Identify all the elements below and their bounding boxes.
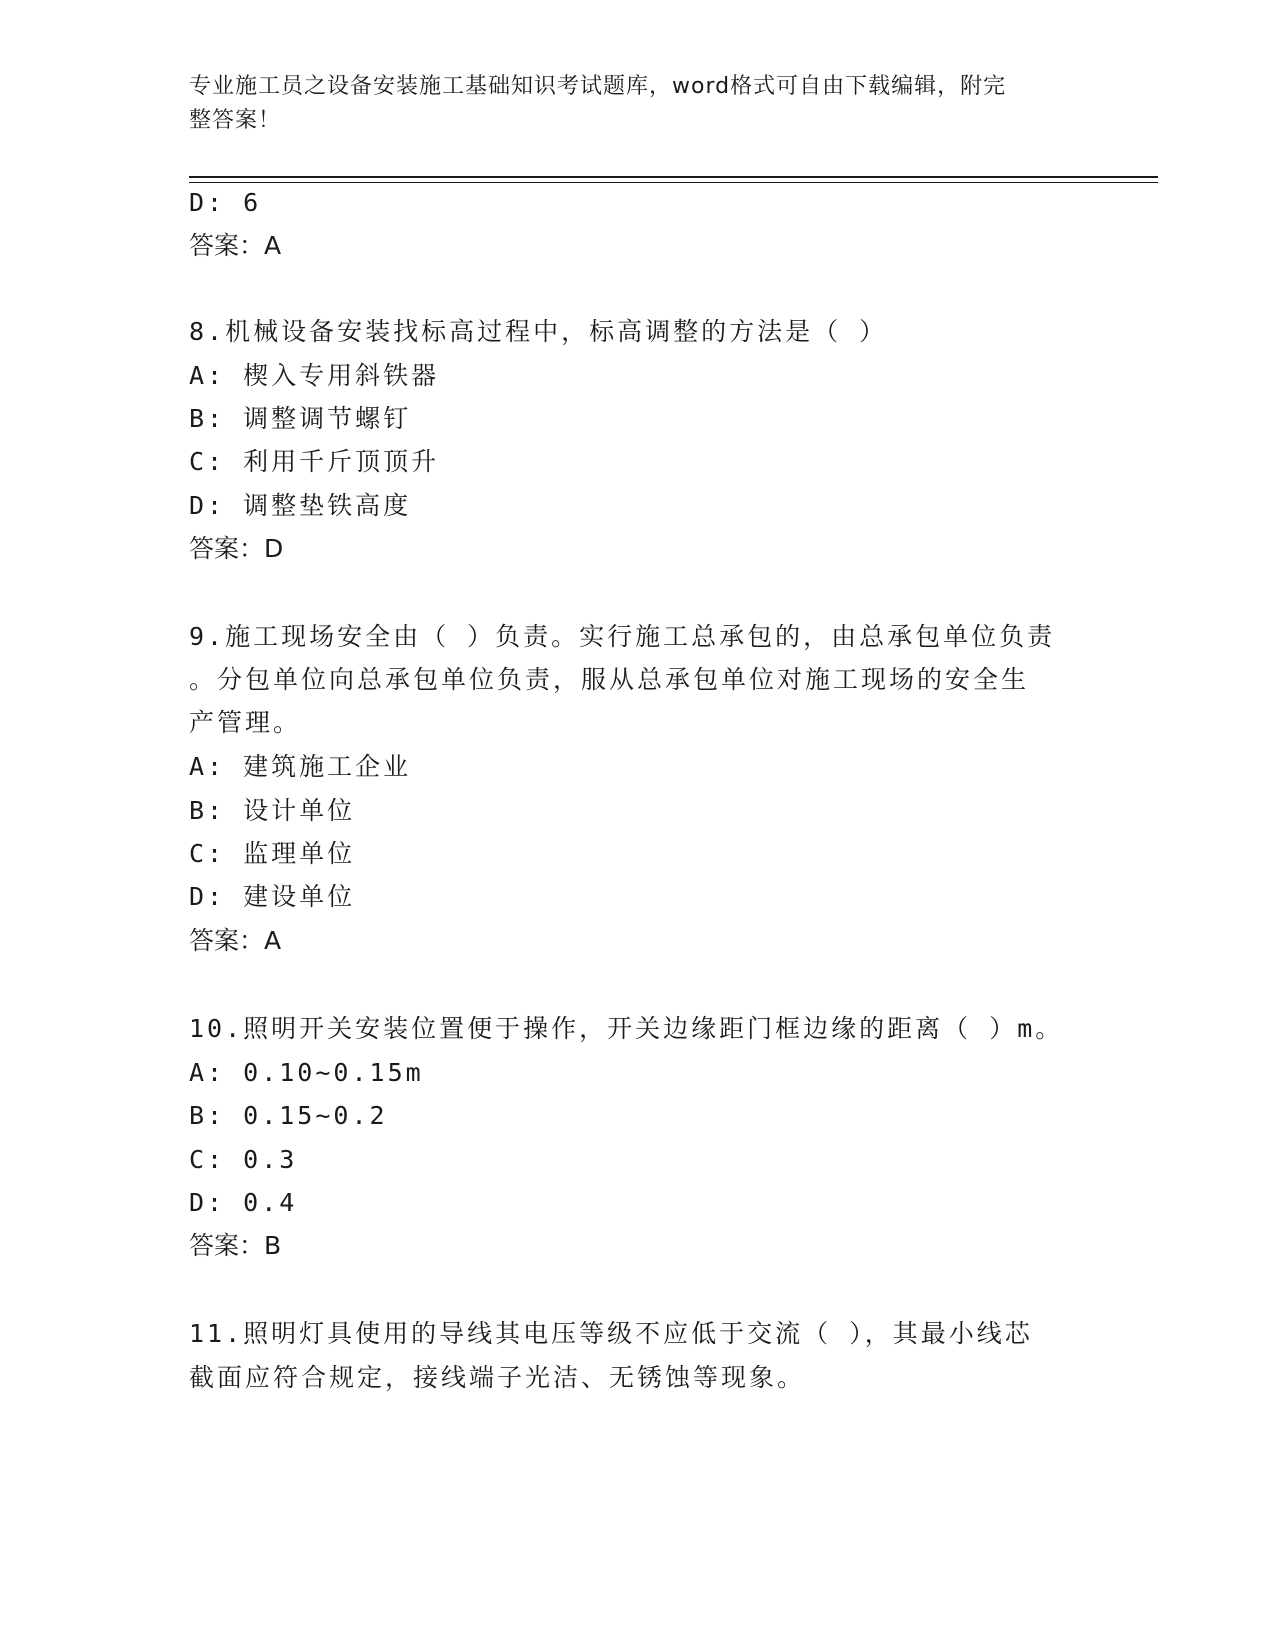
prev-answer: 答案：A — [189, 231, 282, 260]
q9-option-d: D: 建设单位 — [189, 882, 356, 911]
prev-option-d: D: 6 — [189, 188, 262, 217]
header-line-2: 整答案！ — [189, 108, 282, 133]
q10-option-c: C: 0.3 — [189, 1145, 298, 1174]
q10-option-b: B: 0.15~0.2 — [189, 1101, 388, 1130]
header-divider-thin — [189, 182, 1158, 183]
q11-stem-line-2: 截面应符合规定，接线端子光洁、无锈蚀等现象。 — [189, 1363, 806, 1392]
q10-answer: 答案：B — [189, 1231, 282, 1260]
q8-answer: 答案：D — [189, 534, 284, 563]
q11-stem-line-1: 11.照明灯具使用的导线其电压等级不应低于交流（ ），其最小线芯 — [189, 1319, 1033, 1348]
q9-option-c: C: 监理单位 — [189, 839, 356, 868]
q9-option-b: B: 设计单位 — [189, 796, 356, 825]
q8-option-b: B: 调整调节螺钉 — [189, 404, 412, 433]
q9-stem-line-2: 。分包单位向总承包单位负责，服从总承包单位对施工现场的安全生 — [189, 665, 1030, 694]
q8-option-a: A: 楔入专用斜铁器 — [189, 361, 440, 390]
q8-stem-line-1: 8.机械设备安装找标高过程中，标高调整的方法是（ ） — [189, 317, 888, 346]
header-line-1: 专业施工员之设备安装施工基础知识考试题库，word格式可自由下载编辑，附完 — [189, 74, 1007, 99]
header-divider-thick — [189, 176, 1158, 178]
q9-option-a: A: 建筑施工企业 — [189, 752, 412, 781]
q9-stem-line-1: 9.施工现场安全由（ ）负责。实行施工总承包的，由总承包单位负责 — [189, 622, 1056, 651]
page-header — [189, 70, 1069, 138]
q8-option-c: C: 利用千斤顶顶升 — [189, 447, 440, 476]
q10-stem-line-1: 10.照明开关安装位置便于操作，开关边缘距门框边缘的距离（ ）m。 — [189, 1014, 1064, 1043]
q8-option-d: D: 调整垫铁高度 — [189, 491, 412, 520]
q9-stem-line-3: 产管理。 — [189, 708, 302, 737]
q10-option-d: D: 0.4 — [189, 1188, 298, 1217]
q9-answer: 答案：A — [189, 926, 282, 955]
q10-option-a: A: 0.10~0.15m — [189, 1058, 424, 1087]
